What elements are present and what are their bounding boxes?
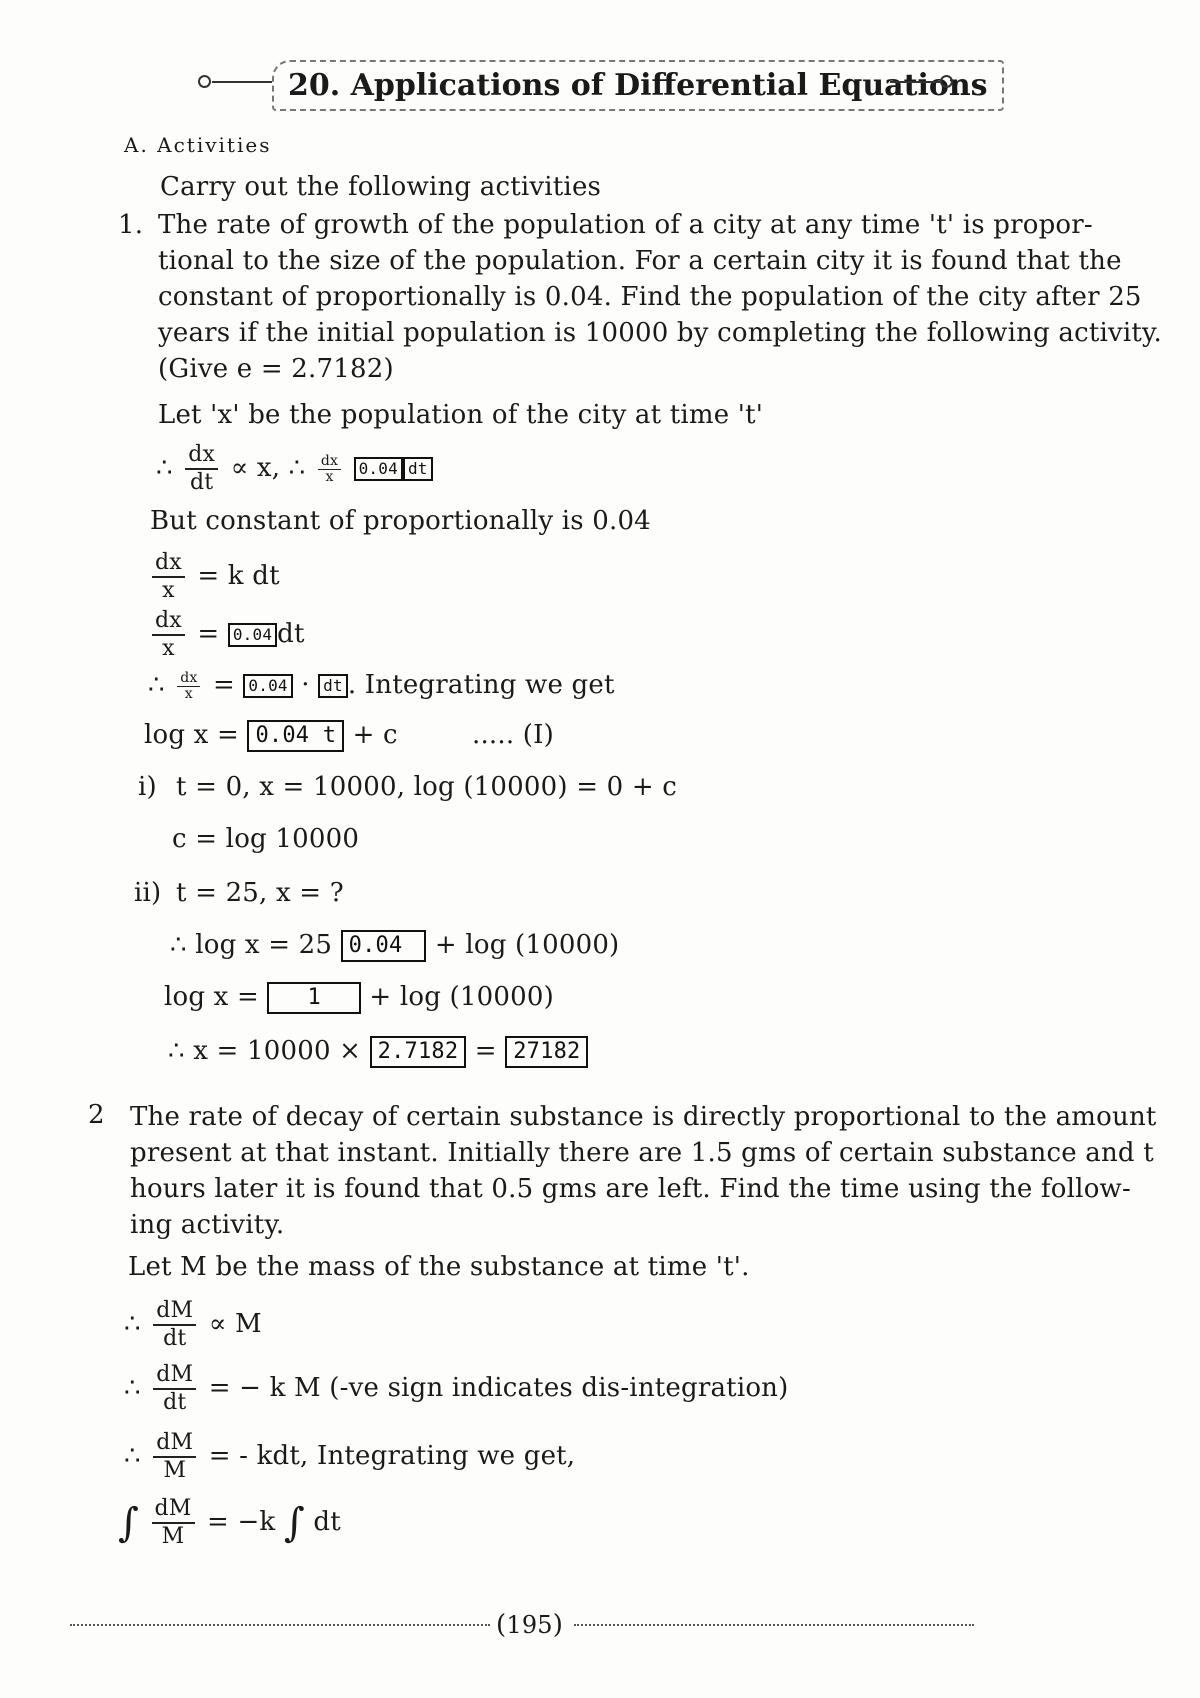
equation-lhs: log x =	[164, 982, 259, 1012]
denominator: x	[184, 685, 193, 702]
equation-rhs: ∝ M	[208, 1309, 262, 1339]
q2-line-1: The rate of decay of certain substance is directly proportional to the amount	[130, 1102, 1157, 1132]
equation-rhs: = - kdt, Integrating we get,	[208, 1441, 576, 1471]
q1-step4	[148, 668, 615, 702]
q1-cond2-label: ii)	[134, 878, 162, 908]
fraction	[185, 442, 218, 496]
equation-rhs: + c	[352, 720, 398, 750]
header-left-knob	[198, 75, 211, 88]
answer-box: 1	[267, 982, 360, 1014]
therefore-symbol: ∴	[156, 453, 173, 483]
fraction	[177, 671, 200, 702]
proportional-text: ∝ x,	[230, 453, 281, 483]
fraction	[152, 550, 185, 604]
q1-line-5: (Give e = 2.7182)	[158, 354, 394, 384]
answer-box: 0.04	[228, 623, 277, 647]
q2-step2	[124, 1362, 788, 1416]
answer-box: 0.04	[354, 457, 403, 481]
q1-step2	[148, 550, 280, 604]
q1-cond2: t = 25, x = ?	[176, 878, 344, 908]
q2-step4	[118, 1496, 341, 1550]
denominator: M	[161, 1524, 185, 1549]
fraction	[153, 1298, 196, 1352]
equals-sign: =	[474, 1036, 497, 1066]
equals-sign: =	[197, 619, 220, 649]
answer-box: 27182	[505, 1036, 588, 1068]
numerator: dx	[152, 550, 185, 578]
q1-but-line: But constant of proportionally is 0.04	[150, 506, 651, 536]
q1-let: Let 'x' be the population of the city at time 't'	[158, 400, 764, 430]
header-right-knob	[940, 75, 953, 88]
q1-line-2: tional to the size of the population. For a certain city it is found that the	[158, 246, 1122, 276]
denominator: x	[162, 578, 175, 603]
footer-right-rule	[574, 1624, 974, 1626]
therefore-symbol: ∴	[288, 453, 306, 483]
numerator: dM	[153, 1362, 196, 1390]
answer-box: 0.04	[341, 930, 427, 962]
equation-rhs: + log (10000)	[369, 982, 554, 1012]
therefore-symbol: ∴	[148, 670, 165, 700]
q2-line-3: hours later it is found that 0.5 gms are left. Find the time using the follow-	[130, 1174, 1131, 1204]
q1-step6	[170, 928, 619, 962]
denominator: x	[162, 636, 175, 661]
q1-line-1: The rate of growth of the population of a city at any time 't' is propor-	[158, 210, 1093, 240]
q2-line-4: ing activity.	[130, 1210, 285, 1240]
answer-box: 0.04 t	[247, 720, 344, 752]
fraction	[318, 454, 341, 485]
denominator: x	[325, 468, 334, 485]
left-brace: (	[496, 1610, 507, 1640]
q2-step1	[124, 1298, 262, 1352]
q1-number: 1.	[118, 210, 144, 240]
equation-lhs: ∴ log x = 25	[170, 930, 333, 960]
numerator: dx	[177, 671, 200, 687]
footer-left-rule	[70, 1624, 490, 1626]
q1-c-line: c = log 10000	[172, 824, 360, 854]
numerator: dx	[152, 608, 185, 636]
dt-text: dt	[313, 1507, 341, 1537]
q1-step8	[168, 1034, 588, 1068]
integral-sign: ∫	[283, 1500, 305, 1546]
page-number-value: 195	[506, 1611, 553, 1639]
therefore-symbol: ∴	[124, 1373, 141, 1403]
fraction	[153, 1362, 196, 1416]
dot-sign: ·	[301, 670, 310, 700]
therefore-symbol: ∴	[124, 1441, 141, 1471]
integrating-text: . Integrating we get	[347, 670, 615, 700]
denominator: dt	[190, 470, 214, 495]
therefore-symbol: ∴	[124, 1309, 141, 1339]
section-intro: Carry out the following activities	[160, 172, 602, 202]
q2-line-2: present at that instant. Initially there are 1.5 gms of certain substance and t	[130, 1138, 1154, 1168]
q2-step3	[124, 1430, 575, 1484]
header-right-rule	[890, 81, 940, 83]
equation-rhs: = k dt	[197, 561, 280, 591]
numerator: dM	[153, 1298, 196, 1326]
fraction	[153, 1430, 196, 1484]
section-label: A. Activities	[124, 133, 272, 157]
q1-step5	[144, 718, 398, 752]
numerator: dx	[185, 442, 218, 470]
q1-step1	[156, 442, 433, 496]
q2-number: 2	[88, 1100, 105, 1130]
chapter-title: 20. Applications of Differential Equations	[272, 60, 1004, 111]
answer-box: dt	[403, 457, 433, 481]
dt-text: dt	[277, 619, 305, 649]
equation-lhs: ∴ x = 10000 ×	[168, 1036, 362, 1066]
equation-reference: ..... (I)	[472, 720, 554, 750]
q2-let: Let M be the mass of the substance at time 't'.	[128, 1252, 750, 1282]
equation-lhs: log x =	[144, 720, 239, 750]
q1-cond1-label: i)	[138, 772, 157, 802]
numerator: dx	[318, 454, 341, 470]
equation-rhs: = −k	[207, 1507, 276, 1537]
equation-rhs: + log (10000)	[434, 930, 620, 960]
equation-rhs: = − k M (-ve sign indicates dis-integration)	[208, 1373, 789, 1403]
denominator: dt	[163, 1326, 187, 1351]
q1-step3	[148, 608, 305, 662]
integral-sign: ∫	[118, 1500, 140, 1546]
fraction	[152, 608, 185, 662]
answer-box: 0.04	[243, 674, 292, 698]
q1-step7	[164, 980, 554, 1014]
fraction	[152, 1496, 195, 1550]
denominator: M	[163, 1458, 187, 1483]
denominator: dt	[163, 1390, 187, 1415]
q1-cond1: t = 0, x = 10000, log (10000) = 0 + c	[176, 772, 678, 802]
page-number	[496, 1608, 563, 1642]
answer-box: dt	[318, 674, 348, 698]
answer-box: 2.7182	[370, 1036, 467, 1068]
right-brace: )	[552, 1610, 564, 1640]
equals-sign: =	[212, 670, 235, 700]
q1-line-3: constant of proportionally is 0.04. Find the population of the city after 25	[158, 282, 1142, 312]
numerator: dM	[153, 1430, 196, 1458]
numerator: dM	[152, 1496, 195, 1524]
header-left-rule	[212, 81, 272, 83]
q1-line-4: years if the initial population is 10000 by completing the following activity.	[158, 318, 1162, 348]
